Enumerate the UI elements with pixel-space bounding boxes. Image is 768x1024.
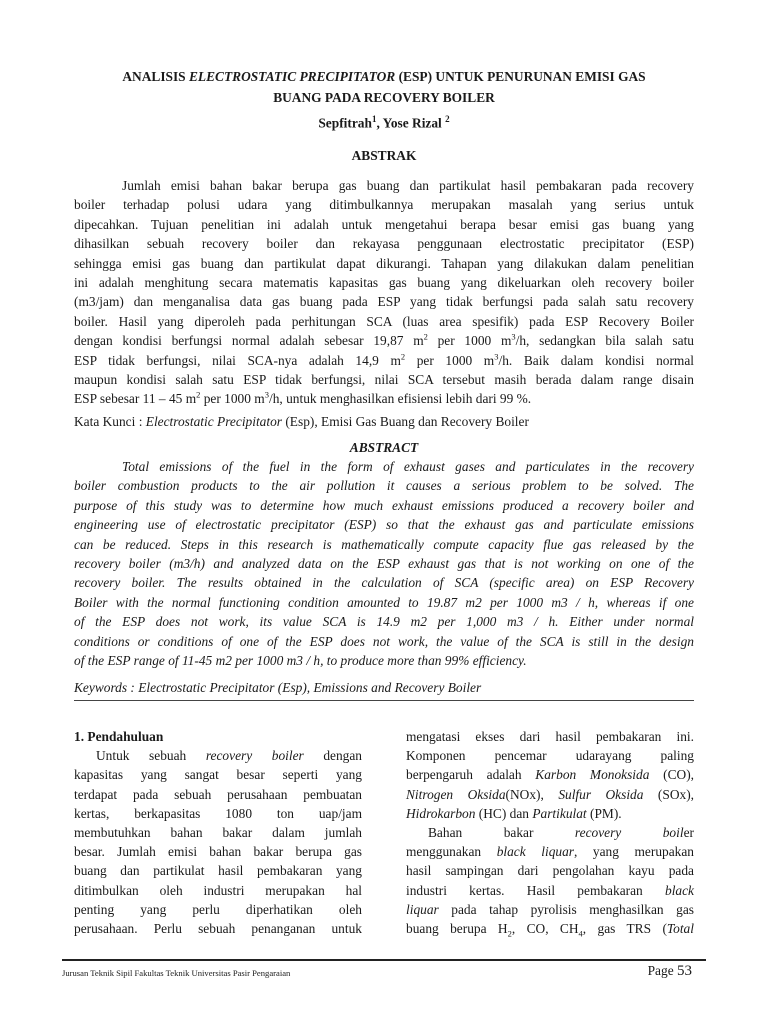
column-line: Bahan bakar recovery boiler <box>428 824 694 840</box>
column-line: perusahaan. Perlu sebuah penanganan untuk <box>74 920 362 936</box>
abstrak-line: Jumlah emisi bahan bakar berupa gas buang dan partikulat hasil pembakaran pada recovery <box>122 178 694 193</box>
authors: Sepfitrah$^1$, Yose Rizal $^2$ <box>318 114 450 131</box>
column-line: terdapat pada sebuah perusahaan pembuatan <box>74 786 362 802</box>
abstract-line: recovery boiler. The results obtained in the calculation of SCA (specific area) on ESP Recovery <box>74 575 694 591</box>
page-number: Page 53 <box>647 963 692 979</box>
abstract-line: Boiler with the normal functioning condition amounted to 19.87 m2 per 1000 m3 / h, whereas if one <box>74 594 694 610</box>
abstrak-line: boiler terhadap polusi udara yang ditimbulkannya merupakan masalah yang serius untuk <box>74 197 694 213</box>
abstrak-heading: ABSTRAK <box>351 148 417 163</box>
section-heading: 1. Pendahuluan <box>74 729 164 744</box>
abstrak-line: boiler. Hasil yang diperoleh pada perhitungan SCA (luas area spesifik) pada ESP Recovery Boiler <box>74 313 694 329</box>
title-line-1: ANALISIS ELECTROSTATIC PRECIPITATOR (ESP) UNTUK PENURUNAN EMISI GAS <box>122 69 646 84</box>
footer-rule <box>62 959 706 961</box>
column-line: Nitrogen Oksida(NOx), Sulfur Oksida (SOx), <box>406 786 694 802</box>
abstract-heading: ABSTRACT <box>349 440 419 455</box>
abstract-line: engineering use of electrostatic precipitator (ESP) so that the exhaust gas and particulate emissions <box>74 517 694 533</box>
column-line: membutuhkan bahan bakar dalam jumlah <box>74 824 362 840</box>
abstract-line: conditions or conditions of one of the ESP does not work, the value of the SCA is still in the design <box>74 633 694 649</box>
column-line: liquar pada tahap pyrolisis menghasilkan gas <box>406 901 694 917</box>
column-line: berpengaruh adalah Karbon Monoksida (CO), <box>406 767 694 783</box>
column-line: ditimbulkan oleh industri merupakan hal <box>74 882 362 898</box>
abstrak-line: ESP sebesar 11 – 45 $m^2$ per 1000 $m^3/h$, untuk menghasilkan efisiensi lebih dari 99 %. <box>74 389 532 407</box>
abstract-line: of the ESP range of 11-45 m2 per 1000 m3 / h, to produce more than 99% efficiency. <box>74 652 527 668</box>
abstract-line: of the ESP does not work, its value SCA is 14.9 m2 per 1,000 m3 / h. Either under normal <box>74 614 694 630</box>
right-column <box>406 727 694 938</box>
column-line: kapasitas yang sangat besar seperti yang <box>74 767 362 783</box>
column-line: hasil sampingan dari pengolahan kayu pada <box>406 863 694 879</box>
column-line: besar. Jumlah emisi bahan bakar berupa gas <box>74 844 362 860</box>
column-line: Komponen pencemar udarayang paling <box>406 748 694 764</box>
abstract-line: can be reduced. Steps in this research is mathematically compute capacity flue gas released by the <box>74 536 694 552</box>
abstrak-line: dihasilkan sebuah recovery boiler dan rekayasa penggunaan electrostatic precipitator (ESP) <box>74 236 694 252</box>
keywords: Keywords : Electrostatic Precipitator (Esp), Emissions and Recovery Boiler <box>74 680 482 695</box>
abstrak-line: (m3/jam) dan menganalisa data gas buang pada ESP yang tidak berfungsi pada salah satu recovery <box>74 294 694 310</box>
abstrak-line: ESP tidak berfungsi, nilai SCA-nya adalah 14,9 $m^2$ per 1000 $m^3/h$. Baik dalam kondisi normal <box>74 351 695 368</box>
section-divider <box>74 700 694 701</box>
column-line: menggunakan black liquar, yang merupakan <box>406 844 694 860</box>
column-line: penting yang perlu diperhatikan oleh <box>74 901 362 917</box>
kata-kunci: Kata Kunci : Electrostatic Precipitator (Esp), Emisi Gas Buang dan Recovery Boiler <box>74 414 529 429</box>
column-line: mengatasi ekses dari hasil pembakaran ini. <box>406 729 694 744</box>
left-column <box>74 727 362 938</box>
abstract-line: boiler combustion products to the air pollution it causes a serious problem to be solved. The <box>74 478 694 494</box>
abstract-line: purpose of this study was to determine how much exhaust emissions produced a recovery boiler and <box>74 497 694 513</box>
title-line-2: BUANG PADA RECOVERY BOILER <box>273 90 495 105</box>
column-line: buang dan partikulat hasil pembakaran yang <box>74 863 362 879</box>
abstrak-line: maupun kondisi salah satu ESP tidak berfungsi, nilai SCA tersebut masih berada dalam range disain <box>74 371 694 387</box>
column-line: Hidrokarbon (HC) dan Partikulat (PM). <box>406 805 622 821</box>
abstrak-body <box>74 176 694 409</box>
column-line: Untuk sebuah recovery boiler dengan <box>96 748 362 764</box>
column-line: buang berupa $H_2$, CO, $CH_4$, gas TRS (Total <box>406 920 694 939</box>
paper-title <box>60 66 708 108</box>
column-line: kertas, berkapasitas 1080 ton uap/jam <box>74 805 362 821</box>
abstrak-line: dipecahkan. Tujuan penelitian ini adalah untuk mengetahui berapa besar emisi gas buang yang <box>74 216 694 232</box>
abstract-line: recovery boiler (m3/h) and analyzed data on the ESP exhaust gas that is not working on one of the <box>74 555 694 571</box>
abstrak-line: ini adalah menghitung secara matematis kapasitas gas buang yang dikeluarkan oleh recovery boiler <box>74 274 694 290</box>
footer-affiliation: Jurusan Teknik Sipil Fakultas Teknik Universitas Pasir Pengaraian <box>62 968 291 978</box>
abstrak-line: sehingga emisi gas buang dan partikulat dapat dikurangi. Tahapan yang dilakukan dalam penelitian <box>74 255 694 271</box>
abstract-body <box>74 457 694 670</box>
abstrak-line: dengan kondisi berfungsi normal adalah sebesar 19,87 $m^2$ per 1000 $m^3/h$, sedangkan bila salah satu <box>74 331 694 349</box>
abstract-line: Total emissions of the fuel in the form of exhaust gases and particulates in the recovery <box>122 459 694 474</box>
column-line: industri kertas. Hasil pembakaran black <box>406 882 694 898</box>
